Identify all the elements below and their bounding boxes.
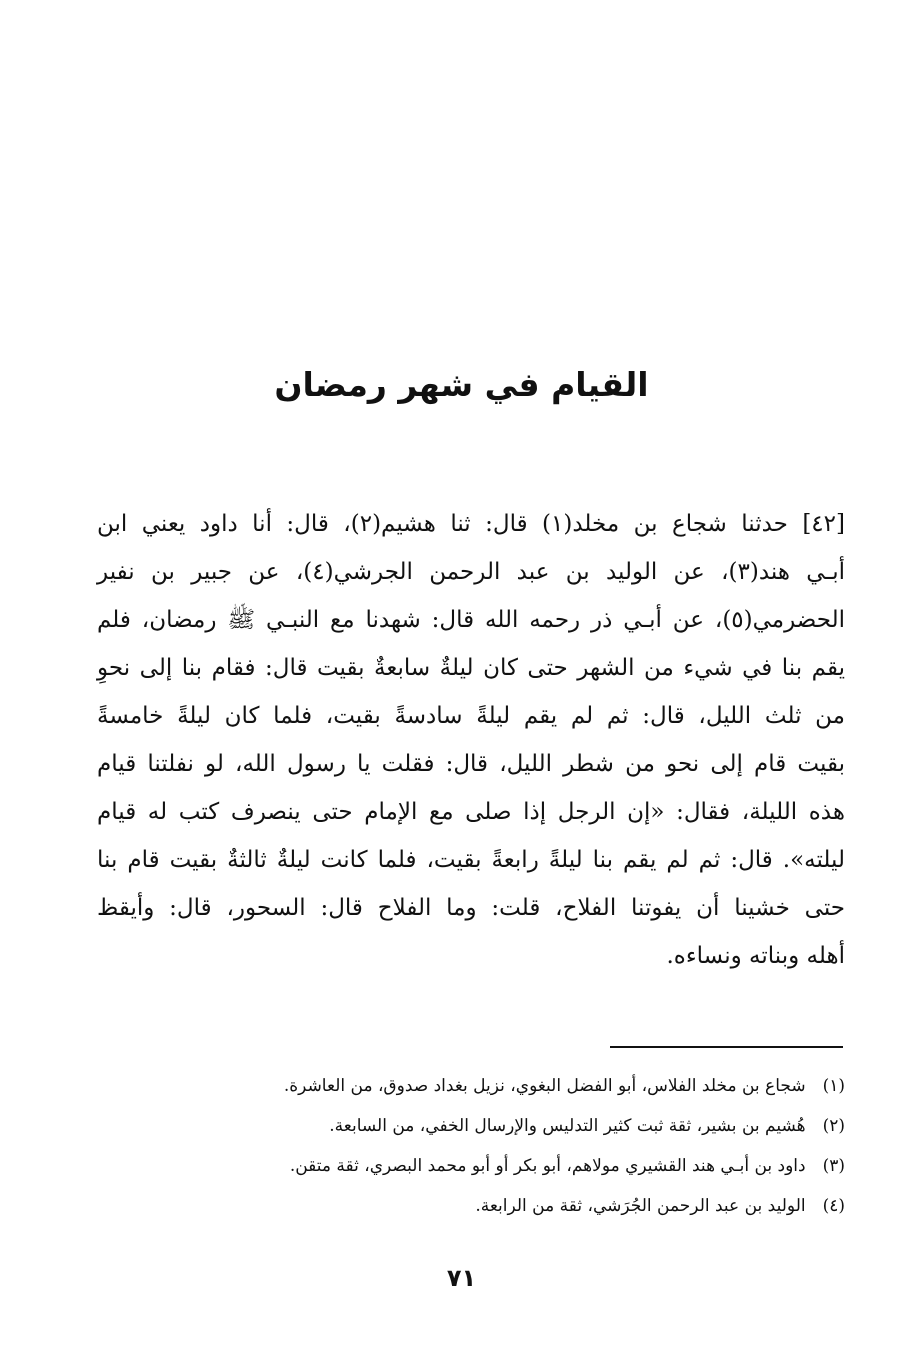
text-line: أهله وبناته ونساءه.: [666, 943, 845, 969]
text-line: الحضرمي(٥)، عن أبـي ذر رحمه الله قال: شهدنا مع النبـي ﷺ رمضان، فلم: [97, 607, 845, 633]
text-line: بقيت قام إلى نحو من شطر الليل، قال: فقلت يا رسول الله، لو نفلتنا قيام: [97, 751, 845, 777]
text-line: من ثلث الليل، قال: ثم لم يقم ليلةً سادسةً بقيت، فلما كان ليلةً خامسةً: [97, 703, 845, 729]
footnote-number: (١): [822, 1076, 845, 1096]
footnote-number: (٣): [822, 1156, 845, 1176]
footnote-text: هُشيم بن بشير، ثقة ثبت كثير التدليس والإرسال الخفي، من السابعة.: [329, 1116, 806, 1136]
footnote-item: [97, 1106, 845, 1146]
text-line: ليلته». قال: ثم لم يقم بنا ليلةً رابعةً بقيت، فلما كانت ليلةٌ ثالثةٌ بقيت قام بنا: [97, 847, 845, 873]
footnote-item: [97, 1066, 845, 1106]
footnote-item: [97, 1146, 845, 1186]
footnote-text: الوليد بن عبد الرحمن الجُرَشي، ثقة من الرابعة.: [475, 1196, 806, 1216]
footnote-separator: [610, 1046, 843, 1048]
footnote-item: [97, 1186, 845, 1226]
footnote-number: (٤): [822, 1196, 845, 1216]
footnote-text: شجاع بن مخلد الفلاس، أبو الفضل البغوي، نزيل بغداد صدوق، من العاشرة.: [283, 1076, 806, 1096]
footnotes: [97, 1066, 845, 1226]
text-line: [٤٢] حدثنا شجاع بن مخلد(١) قال: ثنا هشيم(٢)، قال: أنا داود يعني ابن: [97, 511, 845, 537]
text-line: هذه الليلة، فقال: «إن الرجل إذا صلى مع الإمام حتى ينصرف كتب له قيام: [97, 799, 845, 825]
page-number: ٧١: [446, 1264, 477, 1292]
text-line: يقم بنا في شيء من الشهر حتى كان ليلةٌ سابعةٌ بقيت قال: فقام بنا إلى نحوِ: [97, 655, 845, 681]
footnote-number: (٢): [822, 1116, 845, 1136]
text-line: حتى خشينا أن يفوتنا الفلاح، قلت: وما الفلاح قال: السحور، قال: وأيقظ: [97, 895, 845, 921]
hadith-text: [97, 500, 845, 980]
text-line: أبـي هند(٣)، عن الوليد بن عبد الرحمن الجرشي(٤)، عن جبير بن نفير: [97, 559, 845, 585]
footnote-text: داود بن أبـي هند القشيري مولاهم، أبو بكر أو أبو محمد البصري، ثقة متقن.: [289, 1156, 806, 1176]
chapter-title: القيام في شهر رمضان: [274, 365, 649, 404]
